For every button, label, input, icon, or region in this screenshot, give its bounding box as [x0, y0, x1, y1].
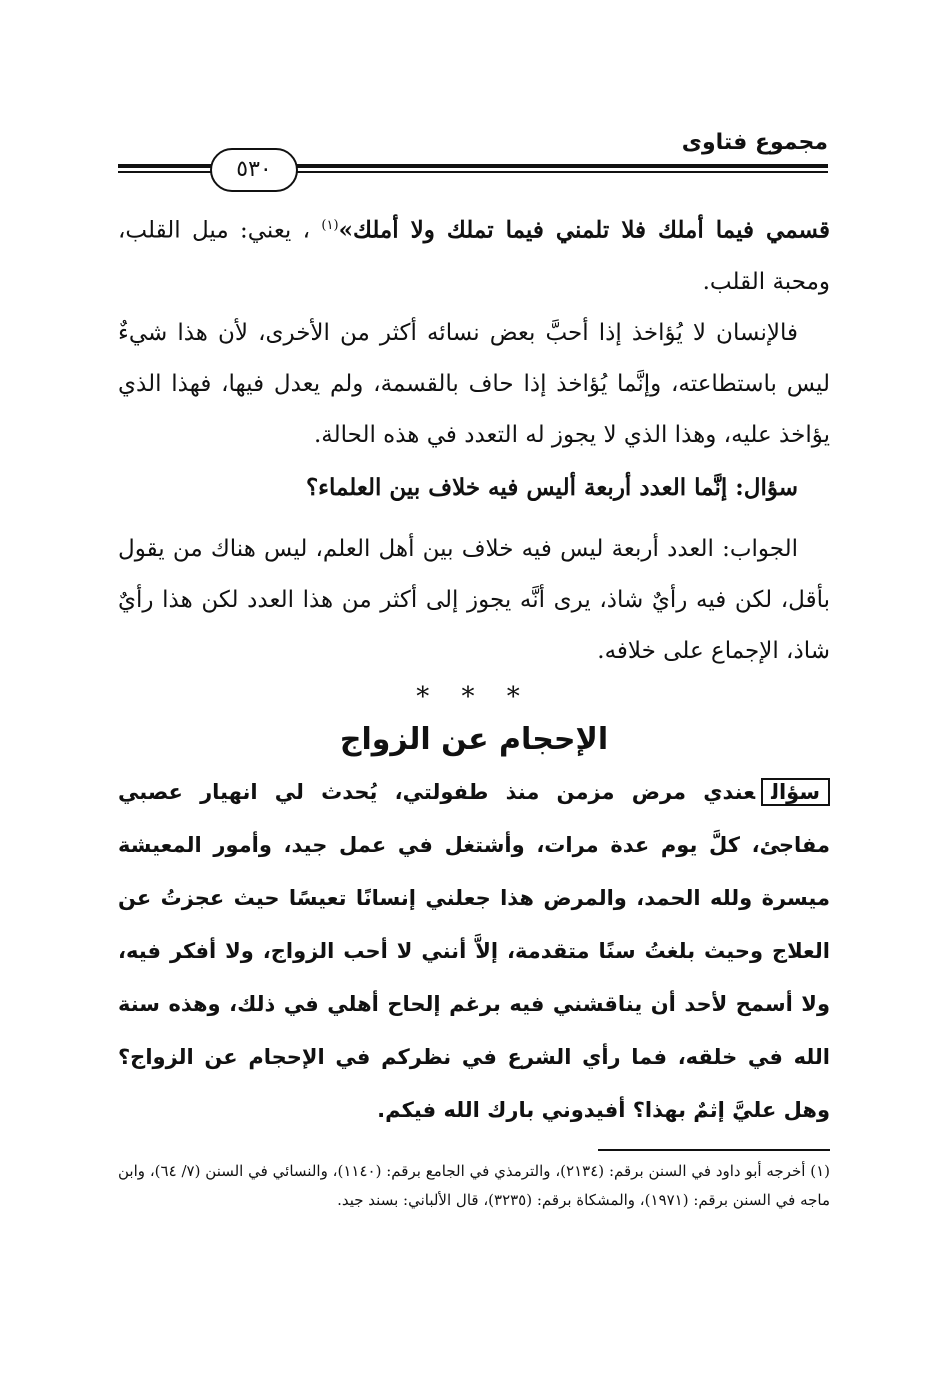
question-text: عندي مرض مزمن منذ طفولتي، يُحدث لي انهيار عصبي مفاجئ، كلَّ يوم عدة مرات، وأشتغل في عمل جيد، وأمور المعيشة ميسرة ولله الحمد، والمرض هذا جعلني إنسانًا تعيسًا حيث عجزتُ عن العلاج وحيث بلغتُ سنًا متقدمة، إلاَّ أنني لا أحب الزواج، ولا أفكر فيه، ولا أسمح لأحد أن يناقشني فيه برغم إلحاح أهلي في ذلك، وهذه سنة الله في خلقه، فما رأي الشرع في نظركم في الإحجام عن الزواج؟ وهل عليَّ إثمٌ بهذا؟ أفيدوني بارك الله فيكم. — [118, 780, 830, 1122]
footnote-rule — [598, 1149, 830, 1151]
answer-1-text: الجواب: العدد أربعة ليس فيه خلاف بين أهل العلم، ليس هناك من يقول بأقل، لكن فيه رأيٌ شاذ، يرى أنَّه يجوز إلى أكثر من هذا العدد لكن هذا رأيٌ شاذ، الإجماع على خلافه. — [118, 536, 830, 664]
paragraph-block — [118, 200, 830, 308]
question-label: سؤال — [761, 778, 830, 806]
question-1 — [118, 462, 830, 513]
paragraph-1 — [118, 200, 830, 308]
paragraph-2: فالإنسان لا يُؤاخذ إذا أحبَّ بعض نسائه أكثر من الأخرى، لأن هذا شيءٌ ليس باستطاعته، وإنَّما يُؤاخذ إذا حاف بالقسمة، ولم يعدل فيها، فهذا الذي يؤاخذ عليه، وهذا الذي لا يجوز له التعدد في هذه الحالة. — [118, 320, 830, 448]
section-title: الإحجام عن الزواج — [339, 722, 609, 757]
page-number: ٥٣٠ — [210, 148, 298, 192]
footnotes — [118, 1157, 830, 1215]
question-1-text: سؤال: إنَّما العدد أربعة أليس فيه خلاف بين العلماء؟ — [305, 474, 798, 501]
paragraph-block-2 — [118, 308, 830, 461]
hadith-quote: قسمي فيما أملك فلا تلمني فيما تملك ولا أملك» — [338, 216, 831, 244]
page-header — [118, 128, 828, 188]
book-title: مجموع فتاوى — [681, 130, 828, 155]
footnote-marker: (١) — [321, 218, 339, 233]
answer-1 — [118, 524, 830, 677]
footnote-1: (١) أخرجه أبو داود في السنن برقم: (٢١٣٤)، والترمذي في الجامع برقم: (١١٤٠)، والنسائي في السنن (٧/ ٦٤)، وابن ماجه في السنن برقم: (١٩٧١)، والمشكاة برقم: (٣٢٣٥)، قال الألباني: بسند جيد. — [118, 1162, 830, 1209]
reader-question — [118, 766, 830, 1137]
separator-stars: * * * — [416, 682, 532, 712]
paragraph-1-rest: ، يعني: ميل القلب، ومحبة القلب. — [118, 217, 830, 295]
